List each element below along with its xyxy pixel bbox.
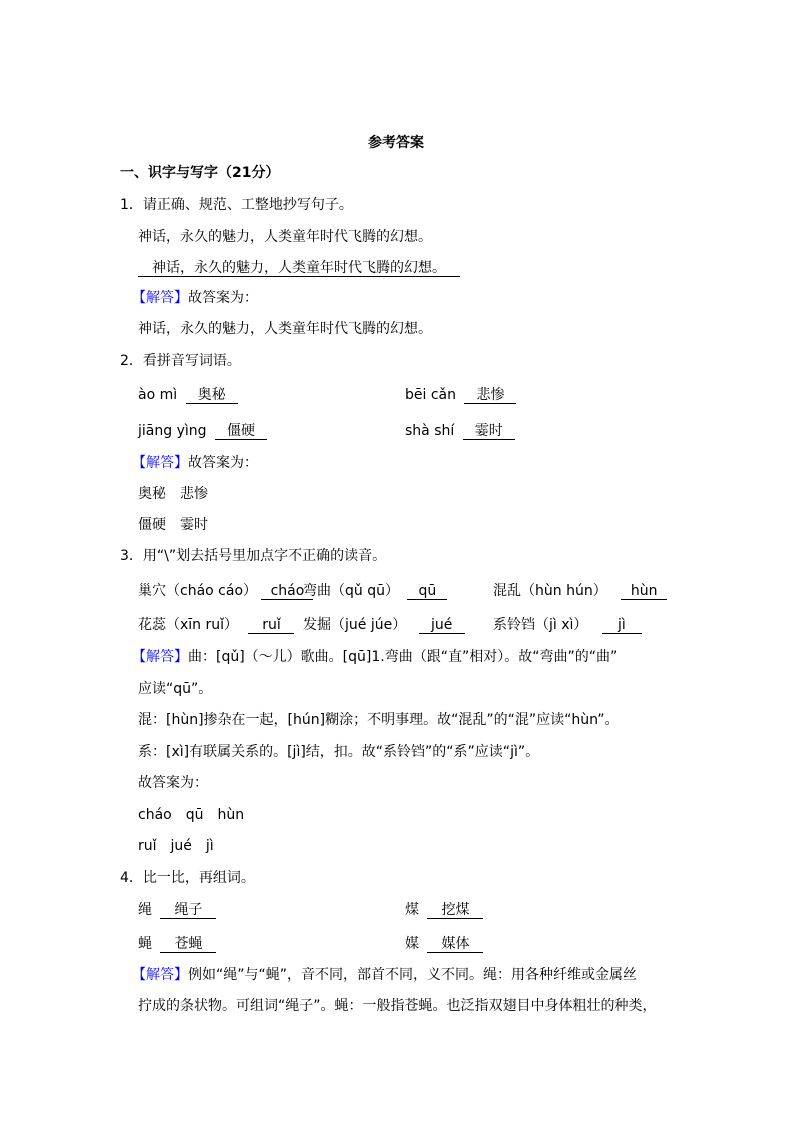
solution-lead: 故答案为： bbox=[138, 775, 208, 791]
word: 发掘（jué júe） bbox=[303, 617, 407, 633]
q2-solution bbox=[132, 454, 258, 472]
char: 蝇 bbox=[138, 936, 152, 952]
q1-answer: 神话，永久的魅力，人类童年时代飞腾的幻想。 bbox=[138, 321, 432, 337]
answer-blank: hùn bbox=[621, 583, 667, 600]
explanation: 混：[hùn]掺杂在一起，[hún]糊涂；不明事理。故“混乱”的“混”应读“hùn”。 bbox=[138, 712, 619, 728]
explanation: 例如“绳”与“蝇”，音不同，部首不同，义不同。绳：用各种纤维或金属丝 bbox=[188, 967, 638, 983]
solution-lead: 故答案为： bbox=[188, 455, 258, 471]
answer-blank: 悲惨 bbox=[464, 387, 516, 404]
answer-blank: 媒体 bbox=[427, 936, 483, 953]
q1-sentence: 神话，永久的魅力，人类童年时代飞腾的幻想。 bbox=[138, 229, 432, 245]
q2-answer: 奥秘 悲惨 bbox=[138, 486, 208, 502]
section-heading: 一、识字与写字（21分） bbox=[120, 165, 280, 181]
q3-item bbox=[138, 616, 294, 634]
q2-item bbox=[138, 386, 238, 404]
q3-item bbox=[493, 582, 667, 600]
answer-blank: ruǐ bbox=[248, 617, 294, 634]
explanation: 拧成的条状物。可组词“绳子”。蝇：一般指苍蝇。也泛指双翅目中身体粗壮的种类， bbox=[138, 998, 657, 1014]
q4-item bbox=[405, 901, 483, 919]
pinyin: jiāng yìng bbox=[138, 423, 207, 439]
solution-tag: 【解答】 bbox=[132, 290, 188, 306]
q1-answer-line: 神话，永久的魅力，人类童年时代飞腾的幻想。 bbox=[138, 260, 460, 277]
q3-item bbox=[493, 616, 642, 634]
answer-blank: 挖煤 bbox=[427, 902, 483, 919]
answer-blank: 僵硬 bbox=[215, 423, 267, 440]
q4-solution bbox=[132, 966, 637, 984]
q3-stem: 3．用“\”划去括号里加点字不正确的读音。 bbox=[120, 548, 387, 564]
solution-tag: 【解答】 bbox=[132, 967, 188, 983]
word: 巢穴（cháo cáo） bbox=[138, 583, 258, 599]
q4-item bbox=[138, 935, 216, 953]
q2-item bbox=[405, 386, 516, 404]
q2-item bbox=[405, 422, 515, 440]
solution-tag: 【解答】 bbox=[132, 649, 188, 665]
q4-stem: 4．比一比，再组词。 bbox=[120, 870, 255, 886]
q1-stem: 1．请正确、规范、工整地抄写句子。 bbox=[120, 197, 353, 213]
pinyin: shà shí bbox=[405, 423, 455, 439]
pinyin: bēi cǎn bbox=[405, 387, 456, 403]
q2-item bbox=[138, 422, 267, 440]
q4-item bbox=[138, 901, 216, 919]
q3-answer: ruǐ jué jì bbox=[138, 838, 214, 854]
q3-item bbox=[303, 616, 465, 634]
answer-blank: qū bbox=[407, 583, 447, 600]
solution-tag: 【解答】 bbox=[132, 455, 188, 471]
q1-solution bbox=[132, 289, 258, 307]
q3-item bbox=[303, 582, 447, 600]
q3-item bbox=[138, 582, 313, 600]
answer-blank: 奥秘 bbox=[186, 387, 238, 404]
explanation: 系：[xì]有联属关系的。[jì]结，扣。故“系铃铛”的“系”应读“jì”。 bbox=[138, 744, 540, 760]
answer-blank: jué bbox=[419, 617, 465, 634]
answer-blank: cháo bbox=[261, 583, 313, 600]
explanation: 曲：[qǔ]（～儿）歌曲。[qū]1.弯曲（跟“直”相对）。故“弯曲”的“曲” bbox=[188, 649, 618, 665]
answer-blank: 霎时 bbox=[463, 423, 515, 440]
q2-stem: 2．看拼音写词语。 bbox=[120, 353, 241, 369]
answer-blank: 绳子 bbox=[160, 902, 216, 919]
word: 花蕊（xīn ruǐ） bbox=[138, 617, 239, 633]
explanation: 应读“qū”。 bbox=[138, 681, 213, 697]
char: 媒 bbox=[405, 936, 419, 952]
char: 绳 bbox=[138, 902, 152, 918]
word: 系铃铛（jì xì） bbox=[493, 617, 588, 633]
answer-blank: jì bbox=[602, 617, 642, 634]
word: 混乱（hùn hún） bbox=[493, 583, 607, 599]
q2-answer: 僵硬 霎时 bbox=[138, 517, 208, 533]
q3-answer: cháo qū hùn bbox=[138, 807, 245, 823]
char: 煤 bbox=[405, 902, 419, 918]
answer-blank: 苍蝇 bbox=[160, 936, 216, 953]
word: 弯曲（qǔ qū） bbox=[303, 583, 399, 599]
page-title: 参考答案 bbox=[368, 135, 424, 151]
q4-item bbox=[405, 935, 483, 953]
q3-solution bbox=[132, 648, 617, 666]
pinyin: ào mì bbox=[138, 387, 178, 403]
solution-lead: 故答案为： bbox=[188, 290, 258, 306]
